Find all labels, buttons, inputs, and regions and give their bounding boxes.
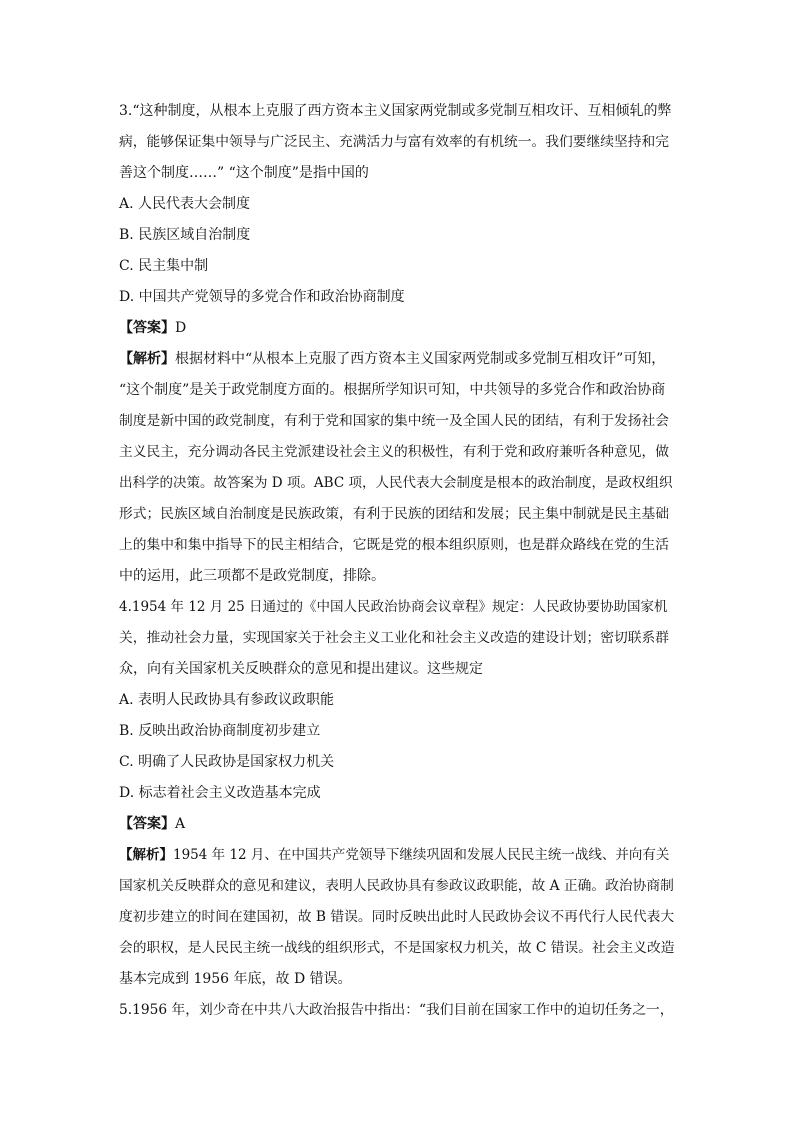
question-stem-line: 3.“这种制度，从根本上克服了西方资本主义国家两党制或多党制互相攻讦、互相倾轧的弊 <box>119 103 672 119</box>
analysis-line: 度初步建立的时间在建国初，故 B 错误。同时反映出此时人民政协会议不再代行人民代表大 <box>119 909 675 925</box>
question-stem-line: 众，向有关国家机关反映群众的意见和提出建议。这些规定 <box>119 661 483 677</box>
question-stem-line: 善这个制度……” “这个制度”是指中国的 <box>119 165 369 181</box>
option-a: A. 表明人民政协具有参政议政职能 <box>119 692 335 708</box>
analysis-line: 基本完成到 1956 年底，故 D 错误。 <box>119 971 352 987</box>
document-page <box>119 96 677 1026</box>
analysis-line <box>119 344 677 375</box>
analysis-tag: 【解析】 <box>119 847 173 863</box>
question-4 <box>119 592 677 995</box>
question-3 <box>119 96 677 592</box>
analysis-line: “这个制度”是关于政党制度方面的。根据所学知识可知，中共领导的多党合作和政治协商 <box>119 382 666 398</box>
analysis-line: 形式；民族区域自治制度是民族政策，有利于民族的团结和发展；民主集中制就是民主基础 <box>119 506 670 522</box>
option-a: A. 人民代表大会制度 <box>119 196 251 212</box>
answer-line <box>119 809 677 840</box>
analysis-line: 出科学的决策。故答案为 D 项。ABC 项，人民代表大会制度是根本的政治制度，是政权组织 <box>119 475 673 491</box>
analysis-line: 会的职权，是人民民主统一战线的组织形式，不是国家权力机关，故 C 错误。社会主义改造 <box>119 940 675 956</box>
answer-tag: 【答案】 <box>119 816 175 832</box>
answer-value: A <box>175 816 186 832</box>
option-b: B. 反映出政治协商制度初步建立 <box>119 723 321 739</box>
question-stem-line: 5.1956 年，刘少奇在中共八大政治报告中指出：“我们目前在国家工作中的迫切任务之一， <box>119 1002 674 1018</box>
question-stem-line: 4.1954 年 12 月 25 日通过的《中国人民政治协商会议章程》规定：人民政协要协助国家机 <box>119 599 668 615</box>
answer-line <box>119 313 677 344</box>
analysis-line: 主义民主，充分调动各民主党派建设社会主义的积极性，有利于党和政府兼听各种意见，做 <box>119 444 670 460</box>
option-d: D. 中国共产党领导的多党合作和政治协商制度 <box>119 289 405 305</box>
question-stem-line: 关，推动社会力量，实现国家关于社会主义工业化和社会主义改造的建设计划；密切联系群 <box>119 630 670 646</box>
option-c: C. 明确了人民政协是国家权力机关 <box>119 754 335 770</box>
analysis-line: 国家机关反映群众的意见和建议，表明人民政协具有参政议政职能，故 A 正确。政治协商制 <box>119 878 674 894</box>
analysis-tag: 【解析】 <box>119 351 175 367</box>
answer-value: D <box>175 320 187 336</box>
analysis-line <box>119 840 677 871</box>
question-stem-line: 病，能够保证集中领导与广泛民主、充满活力与富有效率的有机统一。我们要继续坚持和完 <box>119 134 670 150</box>
analysis-line: 上的集中和集中指导下的民主相结合，它既是党的根本组织原则，也是群众路线在党的生活 <box>119 537 670 553</box>
option-b: B. 民族区域自治制度 <box>119 227 251 243</box>
option-c: C. 民主集中制 <box>119 258 209 274</box>
option-d: D. 标志着社会主义改造基本完成 <box>119 785 321 801</box>
question-5 <box>119 995 677 1026</box>
analysis-line: 制度是新中国的政党制度，有利于党和国家的集中统一及全国人民的团结，有利于发扬社会 <box>119 413 670 429</box>
answer-tag: 【答案】 <box>119 320 175 336</box>
analysis-line: 中的运用，此三项都不是政党制度，排除。 <box>119 568 385 584</box>
analysis-text: 根据材料中“从根本上克服了西方资本主义国家两党制或多党制互相攻讦”可知， <box>175 351 666 367</box>
analysis-text: 1954 年 12 月、在中国共产党领导下继续巩固和发展人民民主统一战线、并向有关 <box>173 847 670 863</box>
